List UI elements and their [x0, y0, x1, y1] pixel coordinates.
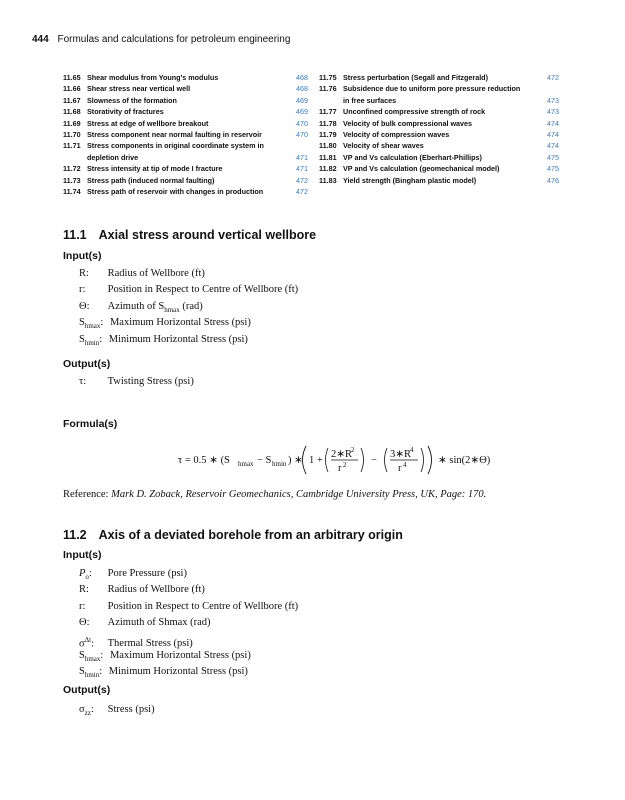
toc-entry-title: Velocity of shear waves: [343, 141, 424, 151]
toc-entry-page-link[interactable]: 474: [547, 141, 559, 151]
variable-symbol: r:: [79, 284, 86, 296]
input-item: [79, 266, 298, 282]
outputs-heading: Output(s): [63, 684, 111, 696]
svg-text:2: 2: [343, 461, 347, 469]
svg-text:4: 4: [410, 446, 414, 454]
toc-entry[interactable]: [319, 95, 559, 106]
toc-entry-number: 11.73: [63, 175, 81, 185]
section-number: 11.1: [63, 228, 87, 242]
svg-text:∗ sin(2∗Θ): ∗ sin(2∗Θ): [438, 455, 491, 466]
toc-entry-title: Slowness of the formation: [87, 95, 177, 105]
input-item: [79, 632, 298, 648]
toc-entry[interactable]: [63, 152, 308, 163]
svg-text:2∗R: 2∗R: [331, 449, 353, 460]
toc-entry-number: 11.66: [63, 84, 81, 94]
toc-entry-number: 11.76: [319, 84, 337, 94]
input-item: [79, 582, 298, 598]
toc-entry-title: VP and Vs calculation (geomechanical model): [343, 164, 500, 174]
variable-symbol: $S_{hmax}$:: [79, 317, 104, 331]
outputs-heading: Output(s): [63, 358, 111, 370]
section-title: Axis of a deviated borehole from an arbitrary origin: [98, 528, 403, 542]
variable-symbol: Θ:: [79, 300, 90, 312]
toc-entry-title: Velocity of compression waves: [343, 129, 450, 139]
toc-entry-number: 11.68: [63, 107, 81, 117]
toc-entry[interactable]: [63, 83, 308, 94]
toc-entry-page-link[interactable]: 472: [296, 175, 308, 185]
variable-symbol: $\sigma_{zz}$:: [79, 704, 94, 718]
toc-entry[interactable]: [63, 72, 308, 83]
variable-symbol: $S_{hmin}$:: [79, 333, 103, 347]
toc-entry-page-link[interactable]: 468: [296, 84, 308, 94]
input-item: [79, 332, 298, 348]
svg-text:r: r: [398, 463, 402, 474]
toc-entry-number: 11.77: [319, 107, 337, 117]
toc-entry-number: 11.83: [319, 175, 337, 185]
toc-entry-title: Storativity of fractures: [87, 107, 164, 117]
input-list: [79, 566, 298, 681]
output-list: [79, 702, 155, 718]
toc-entry-page-link[interactable]: 476: [547, 175, 559, 185]
variable-description: Thermal Stress (psi): [107, 638, 193, 650]
formula-heading: Formula(s): [63, 418, 118, 430]
toc-entry[interactable]: [319, 106, 559, 117]
toc-entry-page-link[interactable]: 472: [296, 186, 308, 196]
toc-entry-title: Unconfined compressive strength of rock: [343, 107, 486, 117]
toc-entry[interactable]: [63, 106, 308, 117]
variable-description: Maximum Horizontal Stress (psi): [109, 317, 251, 329]
reference-label: Reference:: [63, 489, 109, 500]
input-list: [79, 266, 298, 348]
section-title: Axial stress around vertical wellbore: [98, 228, 317, 242]
toc-entry[interactable]: [63, 175, 308, 186]
toc-entry-number: 11.67: [63, 95, 81, 105]
toc-entry-title: Stress intensity at tip of mode I fracture: [87, 164, 223, 174]
toc-entry[interactable]: [319, 83, 559, 94]
twisting-stress-formula: [178, 440, 578, 490]
input-item: [79, 664, 298, 680]
toc-entry[interactable]: [319, 72, 559, 83]
toc-entry[interactable]: [63, 129, 308, 140]
toc-entry-title: Velocity of bulk compressional waves: [343, 118, 473, 128]
toc-entry-number: 11.80: [319, 141, 337, 151]
toc-entry-number: 11.69: [63, 118, 81, 128]
toc-entry[interactable]: [319, 152, 559, 163]
toc-entry-page-link[interactable]: 469: [296, 95, 308, 105]
toc-entry-page-link[interactable]: 471: [296, 164, 308, 174]
toc-entry-number: 11.70: [63, 129, 81, 139]
toc-entry-number: 11.75: [319, 73, 337, 82]
toc-entry[interactable]: [319, 175, 559, 186]
variable-symbol: $S_{hmax}$:: [79, 649, 104, 664]
variable-description: Pore Pressure (psi): [107, 568, 187, 579]
input-item: [79, 299, 298, 315]
variable-symbol: $S_{hmin}$:: [79, 666, 103, 680]
svg-text:1 +: 1 +: [309, 455, 323, 466]
toc-entry-number: 11.74: [63, 186, 81, 196]
toc-entry-page-link[interactable]: 473: [547, 107, 559, 117]
section-heading-11-2: [63, 528, 403, 542]
toc-entry[interactable]: [63, 95, 308, 106]
variable-symbol: R:: [79, 268, 89, 279]
variable-symbol: $P_o$:: [79, 568, 92, 582]
page-number: 444: [32, 34, 49, 45]
variable-description: Twisting Stress (psi): [107, 376, 194, 387]
toc-entry[interactable]: [63, 163, 308, 174]
variable-symbol: R:: [79, 584, 89, 596]
variable-description: Radius of Wellbore (ft): [107, 584, 205, 596]
toc-entry-title: Subsidence due to uniform pore pressure reduction: [343, 84, 521, 94]
output-item: [79, 702, 155, 718]
toc-entry-title: Stress component near normal faulting in reservoir: [87, 129, 262, 139]
inputs-heading: Input(s): [63, 250, 102, 262]
variable-description: Radius of Wellbore (ft): [107, 268, 205, 279]
reference-text: Mark D. Zoback, Reservoir Geomechanics, Cambridge University Press, UK, Page: 170.: [111, 489, 487, 500]
variable-symbol: r:: [79, 600, 86, 612]
input-item: [79, 282, 298, 298]
svg-text:) ∗: ) ∗: [288, 455, 303, 466]
input-item: [79, 566, 298, 582]
variable-symbol: Θ:: [79, 617, 90, 629]
toc-entry-page-link[interactable]: 474: [547, 129, 559, 139]
toc-entry-page-link[interactable]: 472: [547, 73, 559, 82]
toc-entry-page-link[interactable]: 474: [547, 118, 559, 128]
input-item: [79, 315, 298, 331]
variable-description: Minimum Horizontal Stress (psi): [108, 333, 248, 345]
inputs-heading: Input(s): [63, 549, 102, 561]
svg-text:2: 2: [351, 446, 355, 454]
toc-entry[interactable]: [63, 186, 308, 197]
toc-entry-number: 11.72: [63, 164, 81, 174]
toc-entry-page-link[interactable]: 471: [296, 152, 308, 162]
variable-description: Stress (psi): [107, 704, 155, 715]
section-number: 11.2: [63, 528, 87, 542]
input-item: [79, 599, 298, 615]
toc-entry-page-link[interactable]: 473: [547, 95, 559, 105]
toc-entry-page-link[interactable]: 475: [547, 152, 559, 162]
svg-text:−: −: [371, 455, 377, 466]
toc-entry[interactable]: [319, 129, 559, 140]
output-item: [79, 374, 194, 390]
variable-description: Position in Respect to Centre of Wellbore (ft): [107, 284, 299, 296]
variable-description: Azimuth of Shmax (rad): [107, 617, 211, 629]
variable-description: Maximum Horizontal Stress (psi): [109, 649, 251, 661]
svg-text:3∗R: 3∗R: [390, 449, 412, 460]
toc-entry[interactable]: [319, 163, 559, 174]
svg-text:− S: − S: [257, 455, 272, 466]
svg-text:hmin: hmin: [272, 460, 287, 468]
toc-entry-number: 11.79: [319, 129, 337, 139]
toc-entry-number: 11.71: [63, 141, 81, 151]
toc-entry-title: Stress path (induced normal faulting): [87, 175, 215, 185]
toc-entry-page-link[interactable]: 475: [547, 164, 559, 174]
toc-right-column: [319, 72, 559, 186]
toc-entry[interactable]: [63, 140, 308, 151]
svg-text:τ = 0.5 ∗ (S: τ = 0.5 ∗ (S: [178, 455, 230, 466]
toc-left-column: [63, 72, 308, 197]
toc-entry-title: VP and Vs calculation (Eberhart-Phillips): [343, 152, 482, 162]
svg-text:hmax: hmax: [238, 460, 254, 468]
toc-entry-title: Stress perturbation (Segall and Fitzgerald): [343, 73, 488, 82]
variable-symbol: τ:: [79, 376, 87, 387]
toc-entry[interactable]: [63, 118, 308, 129]
input-item: [79, 648, 298, 664]
toc-entry-title: Stress at edge of wellbore breakout: [87, 118, 209, 128]
reference: [63, 489, 486, 500]
toc-entry-number: 11.81: [319, 152, 337, 162]
toc-entry-number: 11.82: [319, 164, 337, 174]
section-heading-11-1: [63, 228, 316, 242]
book-title: Formulas and calculations for petroleum engineering: [57, 34, 291, 45]
toc-entry-page-link[interactable]: 470: [296, 118, 308, 128]
toc-entry-number: 11.78: [319, 118, 337, 128]
toc-entry-title: Shear modulus from Young's modulus: [87, 73, 219, 82]
toc-entry[interactable]: [319, 118, 559, 129]
toc-entry-title: Yield strength (Bingham plastic model): [343, 175, 477, 185]
toc-entry-title: in free surfaces: [343, 95, 397, 105]
toc-entry-page-link[interactable]: 468: [296, 73, 308, 82]
output-list: [79, 374, 194, 390]
toc-entry[interactable]: [319, 140, 559, 151]
toc-entry-title: depletion drive: [87, 152, 139, 162]
variable-description: Position in Respect to Centre of Wellbore (ft): [107, 600, 299, 612]
running-header: [32, 34, 290, 45]
variable-description: Azimuth of $S_{hmax}$ (rad): [107, 300, 203, 314]
toc-entry-number: 11.65: [63, 73, 81, 82]
variable-description: Minimum Horizontal Stress (psi): [108, 666, 248, 678]
input-item: [79, 615, 298, 631]
toc-entry-page-link[interactable]: 469: [296, 107, 308, 117]
toc-entry-title: Stress components in original coordinate system in: [87, 141, 264, 151]
toc-entry-title: Shear stress near vertical well: [87, 84, 191, 94]
toc-entry-title: Stress path of reservoir with changes in production: [87, 186, 264, 196]
svg-text:r: r: [338, 463, 342, 474]
variable-symbol: $\sigma^{\Delta t}$:: [79, 635, 95, 650]
toc-entry-page-link[interactable]: 470: [296, 129, 308, 139]
svg-text:4: 4: [403, 461, 407, 469]
